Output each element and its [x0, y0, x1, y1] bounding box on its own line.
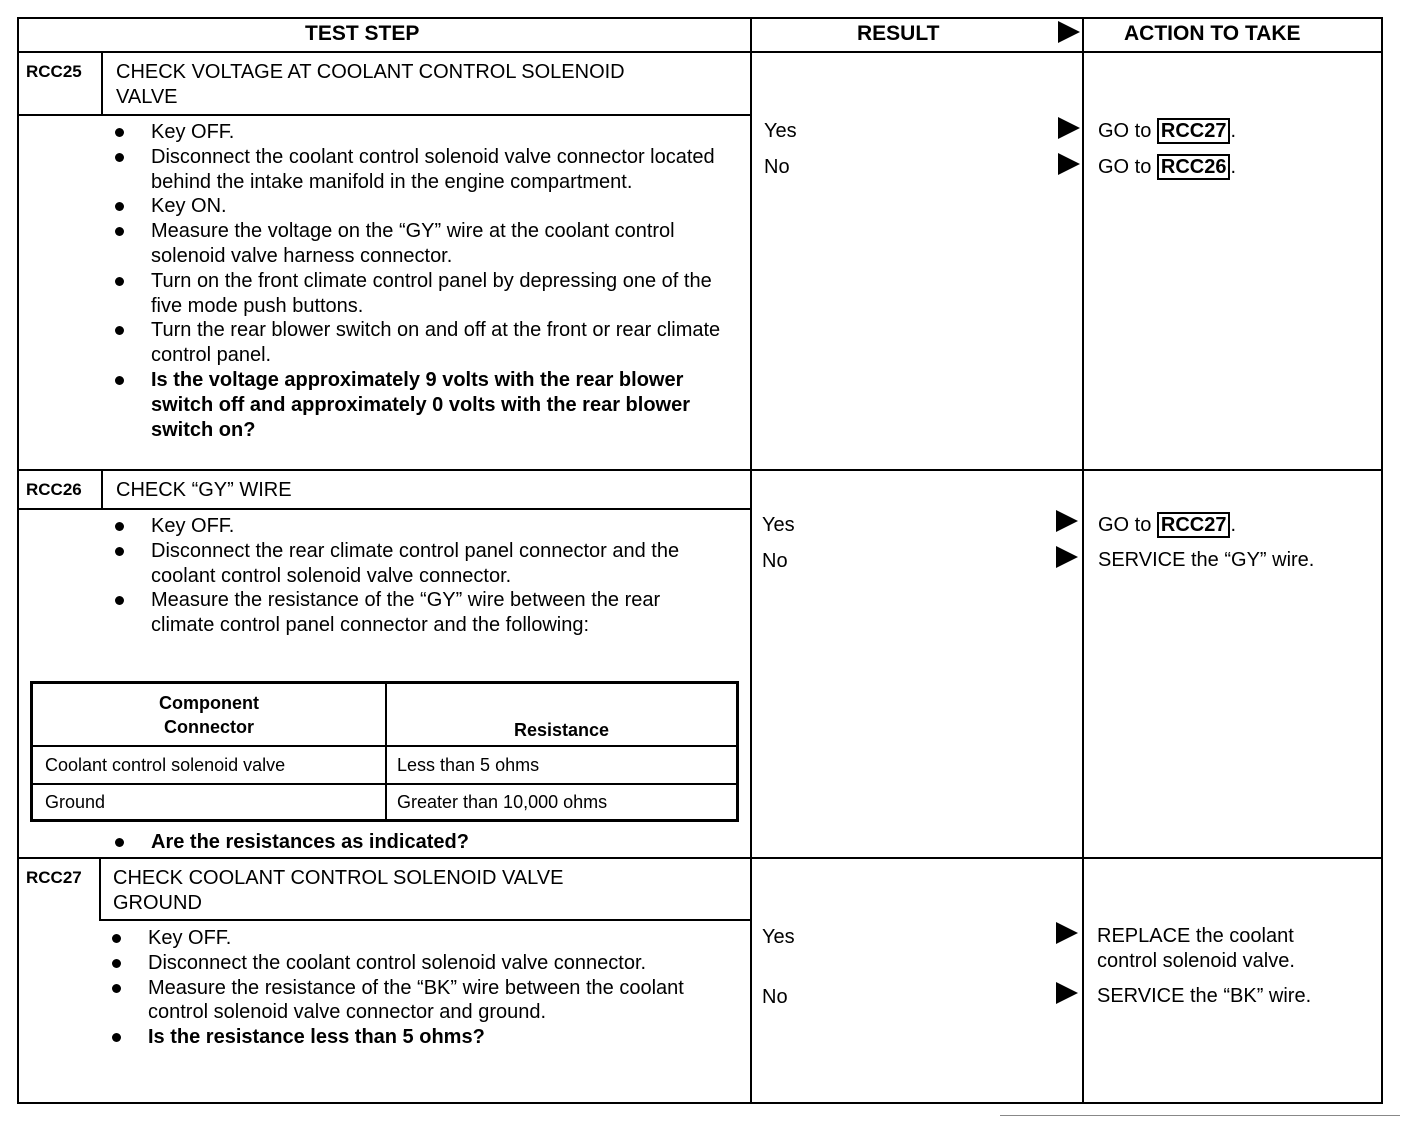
action-replace-valve-line2: control solenoid valve.	[1097, 950, 1295, 972]
action-suffix: .	[1230, 514, 1237, 536]
step-title-rcc27-line1: CHECK COOLANT CONTROL SOLENOID VALVE	[113, 867, 564, 889]
step-rcc25-bullets	[115, 120, 725, 442]
step-ref-link[interactable]: RCC26	[1157, 154, 1231, 180]
header-test-step: TEST STEP	[305, 22, 420, 45]
step-title-rcc25-line2: VALVE	[116, 86, 178, 108]
action-suffix: .	[1230, 120, 1237, 142]
table-row	[32, 746, 738, 784]
bullet-item: Key OFF.	[115, 120, 725, 145]
bullet-item: Key OFF.	[112, 926, 722, 951]
bullet-item: Disconnect the rear climate control panel connector and the coolant control solenoid valve connector.	[115, 539, 725, 589]
result-no: No	[762, 550, 788, 572]
column-header-component	[32, 683, 387, 747]
action-replace-valve-line1: REPLACE the coolant	[1097, 925, 1294, 947]
step-rcc26-question	[115, 830, 725, 855]
step-ref-link[interactable]: RCC27	[1157, 512, 1231, 538]
step-title-rcc25-line1: CHECK VOLTAGE AT COOLANT CONTROL SOLENOID	[116, 61, 625, 83]
action-goto-rcc27	[1098, 512, 1236, 538]
step-rcc26-bullets	[115, 514, 725, 638]
bullet-question: Are the resistances as indicated?	[115, 830, 725, 855]
bullet-question: Is the voltage approximately 9 volts with the rear blower switch off and approximately 0 volts with the rear blower switch on?	[115, 368, 725, 442]
step-title-rcc27-line2: GROUND	[113, 892, 202, 914]
resistance-table	[30, 681, 739, 822]
table-cell: Ground	[32, 784, 387, 821]
table-cell: Greater than 10,000 ohms	[386, 784, 738, 821]
step-title-rcc26: CHECK “GY” WIRE	[116, 479, 292, 501]
arrow-icon	[1058, 117, 1080, 139]
action-goto-rcc27	[1098, 118, 1236, 144]
action-prefix: GO to	[1098, 514, 1157, 536]
bullet-item: Measure the resistance of the “GY” wire between the rear climate control panel connector and the following:	[115, 588, 725, 638]
action-prefix: GO to	[1098, 156, 1157, 178]
step-ref-link[interactable]: RCC27	[1157, 118, 1231, 144]
arrow-icon	[1056, 510, 1078, 532]
step-id-rcc26: RCC26	[26, 480, 82, 499]
result-yes: Yes	[762, 514, 795, 536]
header-action: ACTION TO TAKE	[1124, 22, 1301, 45]
bullet-item: Turn the rear blower switch on and off at the front or rear climate control panel.	[115, 318, 725, 368]
step-id-rcc27: RCC27	[26, 868, 82, 887]
column-header-resistance: Resistance	[386, 683, 738, 747]
result-yes: Yes	[764, 120, 797, 142]
action-suffix: .	[1230, 156, 1237, 178]
bullet-item: Disconnect the coolant control solenoid valve connector.	[112, 951, 722, 976]
result-no: No	[762, 986, 788, 1008]
bullet-question: Is the resistance less than 5 ohms?	[112, 1025, 722, 1050]
bullet-item: Key ON.	[115, 194, 725, 219]
component-connector-header: Component Connector	[159, 692, 259, 737]
arrow-icon	[1058, 153, 1080, 175]
result-yes: Yes	[762, 926, 795, 948]
arrow-icon	[1056, 546, 1078, 568]
table-row	[32, 784, 738, 821]
bullet-item: Disconnect the coolant control solenoid valve connector located behind the intake manifold in the engine compartment.	[115, 145, 725, 195]
bullet-item: Key OFF.	[115, 514, 725, 539]
table-cell: Less than 5 ohms	[386, 746, 738, 784]
bullet-item: Measure the resistance of the “BK” wire between the coolant control solenoid valve connector and ground.	[112, 976, 722, 1026]
action-service-bk: SERVICE the “BK” wire.	[1097, 985, 1312, 1007]
step-rcc27-bullets	[112, 926, 722, 1050]
action-service-gy: SERVICE the “GY” wire.	[1098, 549, 1315, 571]
result-no: No	[764, 156, 790, 178]
step-id-rcc25: RCC25	[26, 62, 82, 81]
arrow-icon	[1056, 922, 1078, 944]
arrow-icon	[1056, 982, 1078, 1004]
action-prefix: GO to	[1098, 120, 1157, 142]
bullet-item: Measure the voltage on the “GY” wire at the coolant control solenoid valve harness connector.	[115, 219, 725, 269]
action-goto-rcc26	[1098, 154, 1236, 180]
table-cell: Coolant control solenoid valve	[32, 746, 387, 784]
header-result: RESULT	[857, 22, 940, 45]
table-header-row	[32, 683, 738, 747]
header-arrow-icon	[1058, 21, 1080, 43]
bullet-item: Turn on the front climate control panel by depressing one of the five mode push buttons.	[115, 269, 725, 319]
